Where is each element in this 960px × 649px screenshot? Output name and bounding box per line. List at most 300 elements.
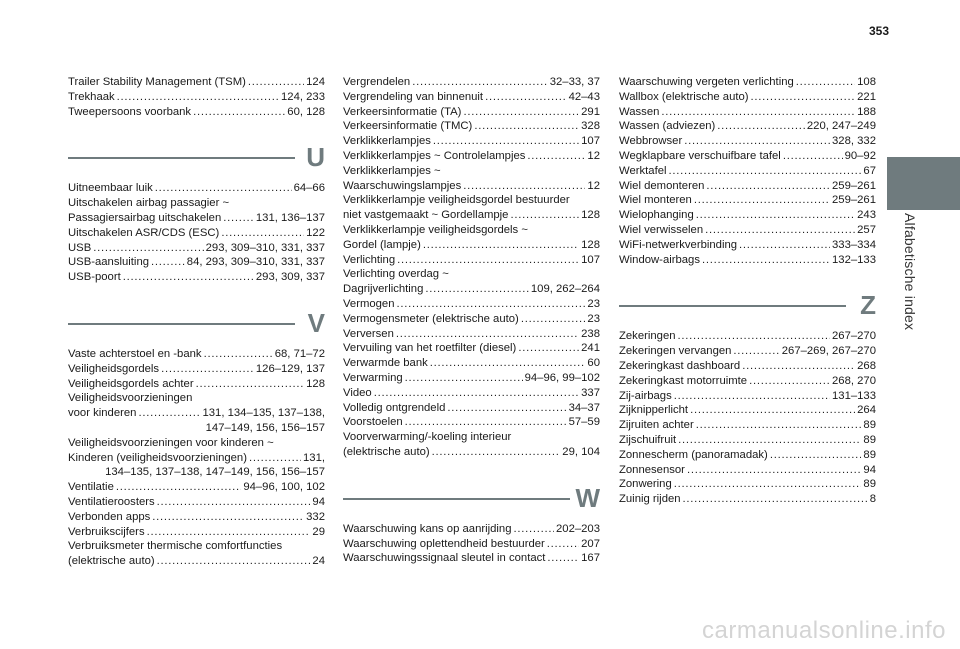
- index-entry: [619, 477, 876, 492]
- index-term: Verversen: [343, 327, 394, 340]
- dot-leader: [770, 448, 862, 463]
- dot-leader: [674, 389, 830, 404]
- index-entry: [343, 371, 600, 386]
- index-term: Wassen (adviezen): [619, 120, 716, 133]
- index-pages: 64–66: [293, 182, 325, 195]
- dot-leader: [678, 329, 830, 344]
- index-pages: 107: [581, 135, 600, 148]
- index-entry: [619, 329, 876, 344]
- index-term: Vermogensmeter (elektrische auto): [343, 312, 519, 325]
- index-entry: [343, 134, 600, 149]
- dot-leader: [690, 403, 855, 418]
- index-entry: [343, 312, 600, 327]
- dot-leader: [669, 164, 862, 179]
- index-term-line: Voorverwarming/-koeling interieur: [343, 431, 512, 444]
- index-term: WiFi-netwerkverbinding: [619, 238, 738, 251]
- dot-leader: [510, 208, 579, 223]
- index-pages: 89: [863, 448, 876, 461]
- index-term: Wegklapbare verschuifbare tafel: [619, 149, 781, 162]
- index-term: Waarschuwingslampjes: [343, 179, 462, 192]
- dot-leader: [397, 297, 586, 312]
- dot-leader: [474, 119, 579, 134]
- index-pages: 29, 104: [562, 445, 600, 458]
- index-entry: [68, 451, 325, 466]
- dot-leader: [678, 433, 861, 448]
- index-entry: [343, 119, 600, 134]
- letter-rule: [619, 305, 846, 307]
- letter-heading: [68, 307, 325, 339]
- index-term: Window-airbags: [619, 253, 700, 266]
- index-pages: 34–37: [568, 401, 600, 414]
- index-pages: 264: [857, 404, 876, 417]
- index-entry: [343, 327, 600, 342]
- index-term: Wielophanging: [619, 209, 694, 222]
- index-term: Verlichting: [343, 253, 396, 266]
- index-term: Trailer Stability Management (TSM): [68, 76, 246, 88]
- dot-leader: [706, 179, 830, 194]
- dot-leader: [463, 105, 579, 120]
- index-pages: 257: [857, 223, 876, 236]
- dot-leader: [433, 134, 579, 149]
- index-pages: 94–96, 100, 102: [243, 481, 325, 494]
- dot-leader: [223, 211, 254, 226]
- index-term: Vervuiling van het roetfilter (diesel): [343, 342, 517, 355]
- watermark: carmanualsonline.info: [702, 617, 946, 644]
- index-term: Werktafel: [619, 164, 667, 177]
- index-pages: 332: [306, 510, 325, 523]
- index-term: Wiel demonteren: [619, 179, 705, 192]
- dot-leader: [733, 344, 779, 359]
- index-entry: [68, 510, 325, 525]
- index-term: Zijruiten achter: [619, 419, 694, 432]
- letter-rule: [68, 157, 295, 159]
- index-entry: [343, 445, 600, 460]
- index-entry: [619, 193, 876, 208]
- index-pages: 67: [863, 164, 876, 177]
- dot-leader: [796, 75, 855, 90]
- index-term: Zekeringkast dashboard: [619, 359, 741, 372]
- index-pages: 220, 247–249: [806, 120, 876, 133]
- index-pages: 68, 71–72: [274, 347, 325, 360]
- index-pages: 29: [312, 525, 325, 538]
- index-entry: [68, 270, 325, 285]
- index-entry: [68, 241, 325, 256]
- index-term: Kinderen (veiligheidsvoorzieningen): [68, 451, 247, 464]
- dot-leader: [193, 105, 285, 120]
- index-term: Uitschakelen ASR/CDS (ESC): [68, 226, 220, 239]
- index-term: voor kinderen: [68, 407, 137, 420]
- index-term-line: Verbruiksmeter thermische comfortfuncties: [68, 540, 283, 553]
- index-term: Webbrowser: [619, 135, 683, 148]
- index-entry: [619, 253, 876, 268]
- index-term: Zonnesensor: [619, 463, 685, 476]
- index-term: USB-aansluiting: [68, 256, 150, 269]
- dot-leader: [783, 149, 843, 164]
- index-term: Ventilatieroosters: [68, 495, 155, 508]
- dot-leader: [485, 90, 567, 105]
- index-term: Volledig ontgrendeld: [343, 401, 446, 414]
- section-label: Alfabetische index: [902, 213, 918, 331]
- dot-leader: [739, 238, 830, 253]
- dot-leader: [248, 75, 304, 90]
- index-term: Verkeersinformatie (TA): [343, 105, 462, 118]
- dot-leader: [412, 75, 548, 90]
- index-entry: [343, 238, 600, 253]
- index-entry: [343, 75, 600, 90]
- index-entry: [619, 223, 876, 238]
- index-term-line: Veiligheidsvoorzieningen voor kinderen ~: [68, 436, 274, 449]
- index-entry: [68, 495, 325, 510]
- page-number: 353: [868, 24, 890, 38]
- index-pages: 291: [581, 105, 600, 118]
- index-pages: 57–59: [568, 416, 600, 429]
- index-entry: [619, 208, 876, 223]
- index-pages: 42–43: [568, 90, 600, 103]
- dot-leader: [527, 149, 585, 164]
- index-entry: [343, 297, 600, 312]
- index-term: Waarschuwing vergeten verlichting: [619, 76, 794, 88]
- dot-leader: [405, 371, 523, 386]
- index-pages: 90–92: [844, 149, 876, 162]
- dot-leader: [157, 554, 311, 569]
- dot-leader: [425, 282, 529, 297]
- index-column-1: [68, 75, 325, 569]
- index-pages: 12: [587, 179, 600, 192]
- index-pages: 131, 136–137: [255, 211, 325, 224]
- dot-leader: [683, 492, 868, 507]
- index-entry: [619, 433, 876, 448]
- index-pages: 328: [581, 120, 600, 133]
- index-term: Verklikkerlampjes ~ Controlelampjes: [343, 149, 526, 162]
- index-entry: [619, 463, 876, 478]
- index-pages: 337: [581, 386, 600, 399]
- index-entry: [68, 480, 325, 495]
- dot-leader: [123, 270, 254, 285]
- index-term: Zekeringen vervangen: [619, 345, 732, 358]
- index-pages: 94: [312, 495, 325, 508]
- letter-label: W: [575, 482, 600, 513]
- index-entry: [343, 179, 600, 194]
- index-pages: 60: [587, 357, 600, 370]
- index-pages: 293, 309–310, 331, 337: [205, 241, 325, 254]
- index-pages: 23: [587, 312, 600, 325]
- dot-leader: [204, 347, 273, 362]
- index-pages: 122: [306, 226, 325, 239]
- index-pages: 259–261: [832, 179, 876, 192]
- index-entry: [68, 377, 325, 392]
- index-entry: [343, 415, 600, 430]
- index-entry: [68, 105, 325, 120]
- letter-heading: [619, 289, 876, 321]
- index-term: Trekhaak: [68, 90, 115, 103]
- index-entry: [68, 211, 325, 226]
- index-pages: 238: [581, 327, 600, 340]
- index-pages: 128: [306, 377, 325, 390]
- index-term: Dagrijverlichting: [343, 283, 424, 296]
- dot-leader: [249, 451, 301, 466]
- dot-leader: [742, 359, 855, 374]
- index-entry: [619, 418, 876, 433]
- index-entry: [343, 522, 600, 537]
- dot-leader: [751, 90, 856, 105]
- dot-leader: [518, 341, 579, 356]
- dot-leader: [161, 362, 254, 377]
- index-pages-continued: 147–149, 156, 156–157: [205, 421, 325, 434]
- index-pages: 131–133: [832, 389, 876, 402]
- index-entry: [619, 374, 876, 389]
- index-term: Zonnescherm (panoramadak): [619, 448, 768, 461]
- index-entry: [68, 554, 325, 569]
- index-pages: 89: [863, 478, 876, 491]
- dot-leader: [514, 522, 555, 537]
- index-entry: [68, 226, 325, 241]
- index-term: Veiligheidsgordels achter: [68, 377, 194, 390]
- index-term: (elektrische auto): [343, 445, 430, 458]
- index-pages: 167: [581, 552, 600, 565]
- index-entry: [619, 403, 876, 418]
- index-term: Verwarmde bank: [343, 357, 428, 370]
- index-pages: 131,: [303, 451, 325, 464]
- index-pages: 89: [863, 419, 876, 432]
- index-entry: [343, 253, 600, 268]
- index-term: Vermogen: [343, 297, 395, 310]
- dot-leader: [696, 418, 862, 433]
- index-entry: [343, 282, 600, 297]
- index-term-line: Verklikkerlampje veiligheidsgordels ~: [343, 223, 528, 236]
- index-entry: [619, 389, 876, 404]
- index-entry: [619, 90, 876, 105]
- index-entry: [68, 181, 325, 196]
- index-term: Zekeringkast motorruimte: [619, 374, 748, 387]
- index-entry: [343, 208, 600, 223]
- index-entry: [343, 537, 600, 552]
- index-term: Voorstoelen: [343, 416, 403, 429]
- index-pages: 94–96, 99–102: [524, 371, 600, 384]
- letter-label: Z: [860, 290, 876, 321]
- index-term: Verkeersinformatie (TMC): [343, 120, 473, 133]
- index-pages: 23: [587, 297, 600, 310]
- index-term: Zonwering: [619, 478, 672, 491]
- dot-leader: [661, 105, 855, 120]
- index-term: Passagiersairbag uitschakelen: [68, 211, 222, 224]
- index-entry: [619, 179, 876, 194]
- index-entry: [68, 75, 325, 90]
- dot-leader: [749, 374, 830, 389]
- dot-leader: [93, 241, 203, 256]
- index-term: Zij-airbags: [619, 389, 672, 402]
- index-term: (elektrische auto): [68, 555, 155, 568]
- dot-leader: [705, 223, 855, 238]
- index-entry: [343, 551, 600, 566]
- dot-leader: [684, 134, 830, 149]
- index-pages: 60, 128: [287, 105, 325, 118]
- index-pages: 126–129, 137: [255, 362, 325, 375]
- index-pages: 109, 262–264: [530, 283, 600, 296]
- index-term-line: Veiligheidsvoorzieningen: [68, 392, 193, 405]
- index-term: Tweepersoons voorbank: [68, 105, 192, 118]
- index-entry: [68, 255, 325, 270]
- index-pages: 221: [857, 90, 876, 103]
- dot-leader: [717, 119, 805, 134]
- index-term: Vaste achterstoel en -bank: [68, 347, 202, 360]
- index-pages: 333–334: [832, 238, 876, 251]
- index-pages: 108: [857, 76, 876, 88]
- index-pages: 259–261: [832, 194, 876, 207]
- index-pages: 132–133: [832, 253, 876, 266]
- index-entry: [619, 344, 876, 359]
- index-entry: [343, 90, 600, 105]
- dot-leader: [463, 179, 585, 194]
- index-pages: 131, 134–135, 137–138,: [202, 407, 325, 420]
- index-term: Zuinig rijden: [619, 493, 681, 506]
- letter-label: V: [307, 307, 325, 338]
- index-entry: [68, 347, 325, 362]
- dot-leader: [396, 327, 579, 342]
- index-pages: 124, 233: [281, 90, 325, 103]
- index-pages: 207: [581, 537, 600, 550]
- letter-label: U: [306, 142, 325, 173]
- index-term: USB: [68, 241, 92, 254]
- index-entry: [619, 238, 876, 253]
- index-entry: [343, 401, 600, 416]
- index-term: Veiligheidsgordels: [68, 362, 160, 375]
- dot-leader: [423, 238, 579, 253]
- index-pages: 293, 309, 337: [255, 271, 325, 284]
- dot-leader: [116, 480, 241, 495]
- index-pages: 328, 332: [832, 135, 876, 148]
- index-pages: 267–269, 267–270: [781, 345, 876, 358]
- index-entry: [68, 90, 325, 105]
- dot-leader: [521, 312, 586, 327]
- dot-leader: [696, 208, 855, 223]
- index-entry: [343, 149, 600, 164]
- dot-leader: [687, 463, 861, 478]
- index-entry: [619, 164, 876, 179]
- index-entry: [343, 341, 600, 356]
- letter-rule: [68, 323, 295, 325]
- index-pages: 243: [857, 209, 876, 222]
- index-term: Wassen: [619, 105, 660, 118]
- dot-leader: [397, 253, 579, 268]
- index-pages: 107: [581, 253, 600, 266]
- index-pages: 241: [581, 342, 600, 355]
- index-entry: [619, 134, 876, 149]
- dot-leader: [138, 406, 200, 421]
- index-term: Verbruikscijfers: [68, 525, 145, 538]
- index-pages: 128: [581, 209, 600, 222]
- index-term-line: Uitschakelen airbag passagier ~: [68, 197, 230, 210]
- index-entry: [619, 75, 876, 90]
- index-entry: [619, 149, 876, 164]
- index-pages: 8: [869, 493, 876, 506]
- dot-leader: [547, 551, 579, 566]
- dot-leader: [447, 401, 566, 416]
- index-pages: 268, 270: [832, 374, 876, 387]
- index-entry: [68, 525, 325, 540]
- index-term: niet vastgemaakt ~ Gordellampje: [343, 209, 509, 222]
- index-term: Waarschuwing kans op aanrijding: [343, 522, 512, 535]
- dot-leader: [157, 495, 311, 510]
- dot-leader: [374, 386, 579, 401]
- dot-leader: [196, 377, 305, 392]
- index-pages: 268: [857, 359, 876, 372]
- index-term: Vergrendeling van binnenuit: [343, 90, 484, 103]
- index-pages: 128: [581, 238, 600, 251]
- index-entry: [68, 406, 325, 421]
- index-term: Video: [343, 386, 372, 399]
- index-term-line: Verklikkerlampjes ~: [343, 164, 441, 177]
- index-column-3: [619, 75, 876, 507]
- index-term: Uitneembaar luik: [68, 182, 153, 195]
- index-entry: [619, 492, 876, 507]
- dot-leader: [694, 193, 830, 208]
- index-column-2: [343, 75, 600, 566]
- index-pages: 202–203: [556, 522, 600, 535]
- dot-leader: [702, 253, 830, 268]
- index-pages: 84, 293, 309–310, 331, 337: [186, 256, 325, 269]
- index-pages: 32–33, 37: [549, 76, 600, 88]
- index-pages: 188: [857, 105, 876, 118]
- dot-leader: [147, 525, 311, 540]
- index-term: Waarschuwingssignaal sleutel in contact: [343, 552, 546, 565]
- index-entry: [619, 359, 876, 374]
- index-term: Zekeringen: [619, 330, 676, 343]
- dot-leader: [432, 445, 561, 460]
- dot-leader: [155, 181, 292, 196]
- index-entry: [343, 105, 600, 120]
- index-entry: [619, 119, 876, 134]
- index-term: USB-poort: [68, 271, 121, 284]
- index-entry: [343, 386, 600, 401]
- index-pages: 94: [863, 463, 876, 476]
- dot-leader: [117, 90, 279, 105]
- letter-heading: [68, 141, 325, 173]
- index-term: Vergrendelen: [343, 76, 411, 88]
- dot-leader: [547, 537, 579, 552]
- dot-leader: [221, 226, 304, 241]
- index-term-line: Verlichting overdag ~: [343, 268, 449, 281]
- index-entry: [343, 356, 600, 371]
- index-pages-continued: 134–135, 137–138, 147–149, 156, 156–157: [105, 466, 325, 479]
- section-tab: [887, 157, 960, 210]
- letter-heading: [343, 482, 600, 514]
- index-entry: [619, 105, 876, 120]
- index-term-line: Verklikkerlampje veiligheidsgordel bestuurder: [343, 194, 570, 207]
- index-pages: 124: [306, 76, 325, 88]
- index-term: Wallbox (elektrische auto): [619, 90, 749, 103]
- index-term: Ventilatie: [68, 481, 114, 494]
- index-term: Zijknipperlicht: [619, 404, 689, 417]
- index-term: Verklikkerlampjes: [343, 135, 431, 148]
- index-entry: [68, 362, 325, 377]
- dot-leader: [151, 255, 185, 270]
- index-term: Wiel monteren: [619, 194, 692, 207]
- index-pages: 12: [587, 149, 600, 162]
- index-pages: 24: [312, 555, 325, 568]
- index-pages: 267–270: [832, 330, 876, 343]
- index-pages: 89: [863, 433, 876, 446]
- dot-leader: [430, 356, 586, 371]
- index-term: Waarschuwing oplettendheid bestuurder: [343, 537, 545, 550]
- index-term: Gordel (lampje): [343, 238, 421, 251]
- index-term: Verbonden apps: [68, 510, 151, 523]
- dot-leader: [152, 510, 304, 525]
- index-entry: [619, 448, 876, 463]
- index-term: Verwarming: [343, 371, 403, 384]
- index-term: Zijschuifruit: [619, 433, 677, 446]
- dot-leader: [405, 415, 567, 430]
- dot-leader: [674, 477, 862, 492]
